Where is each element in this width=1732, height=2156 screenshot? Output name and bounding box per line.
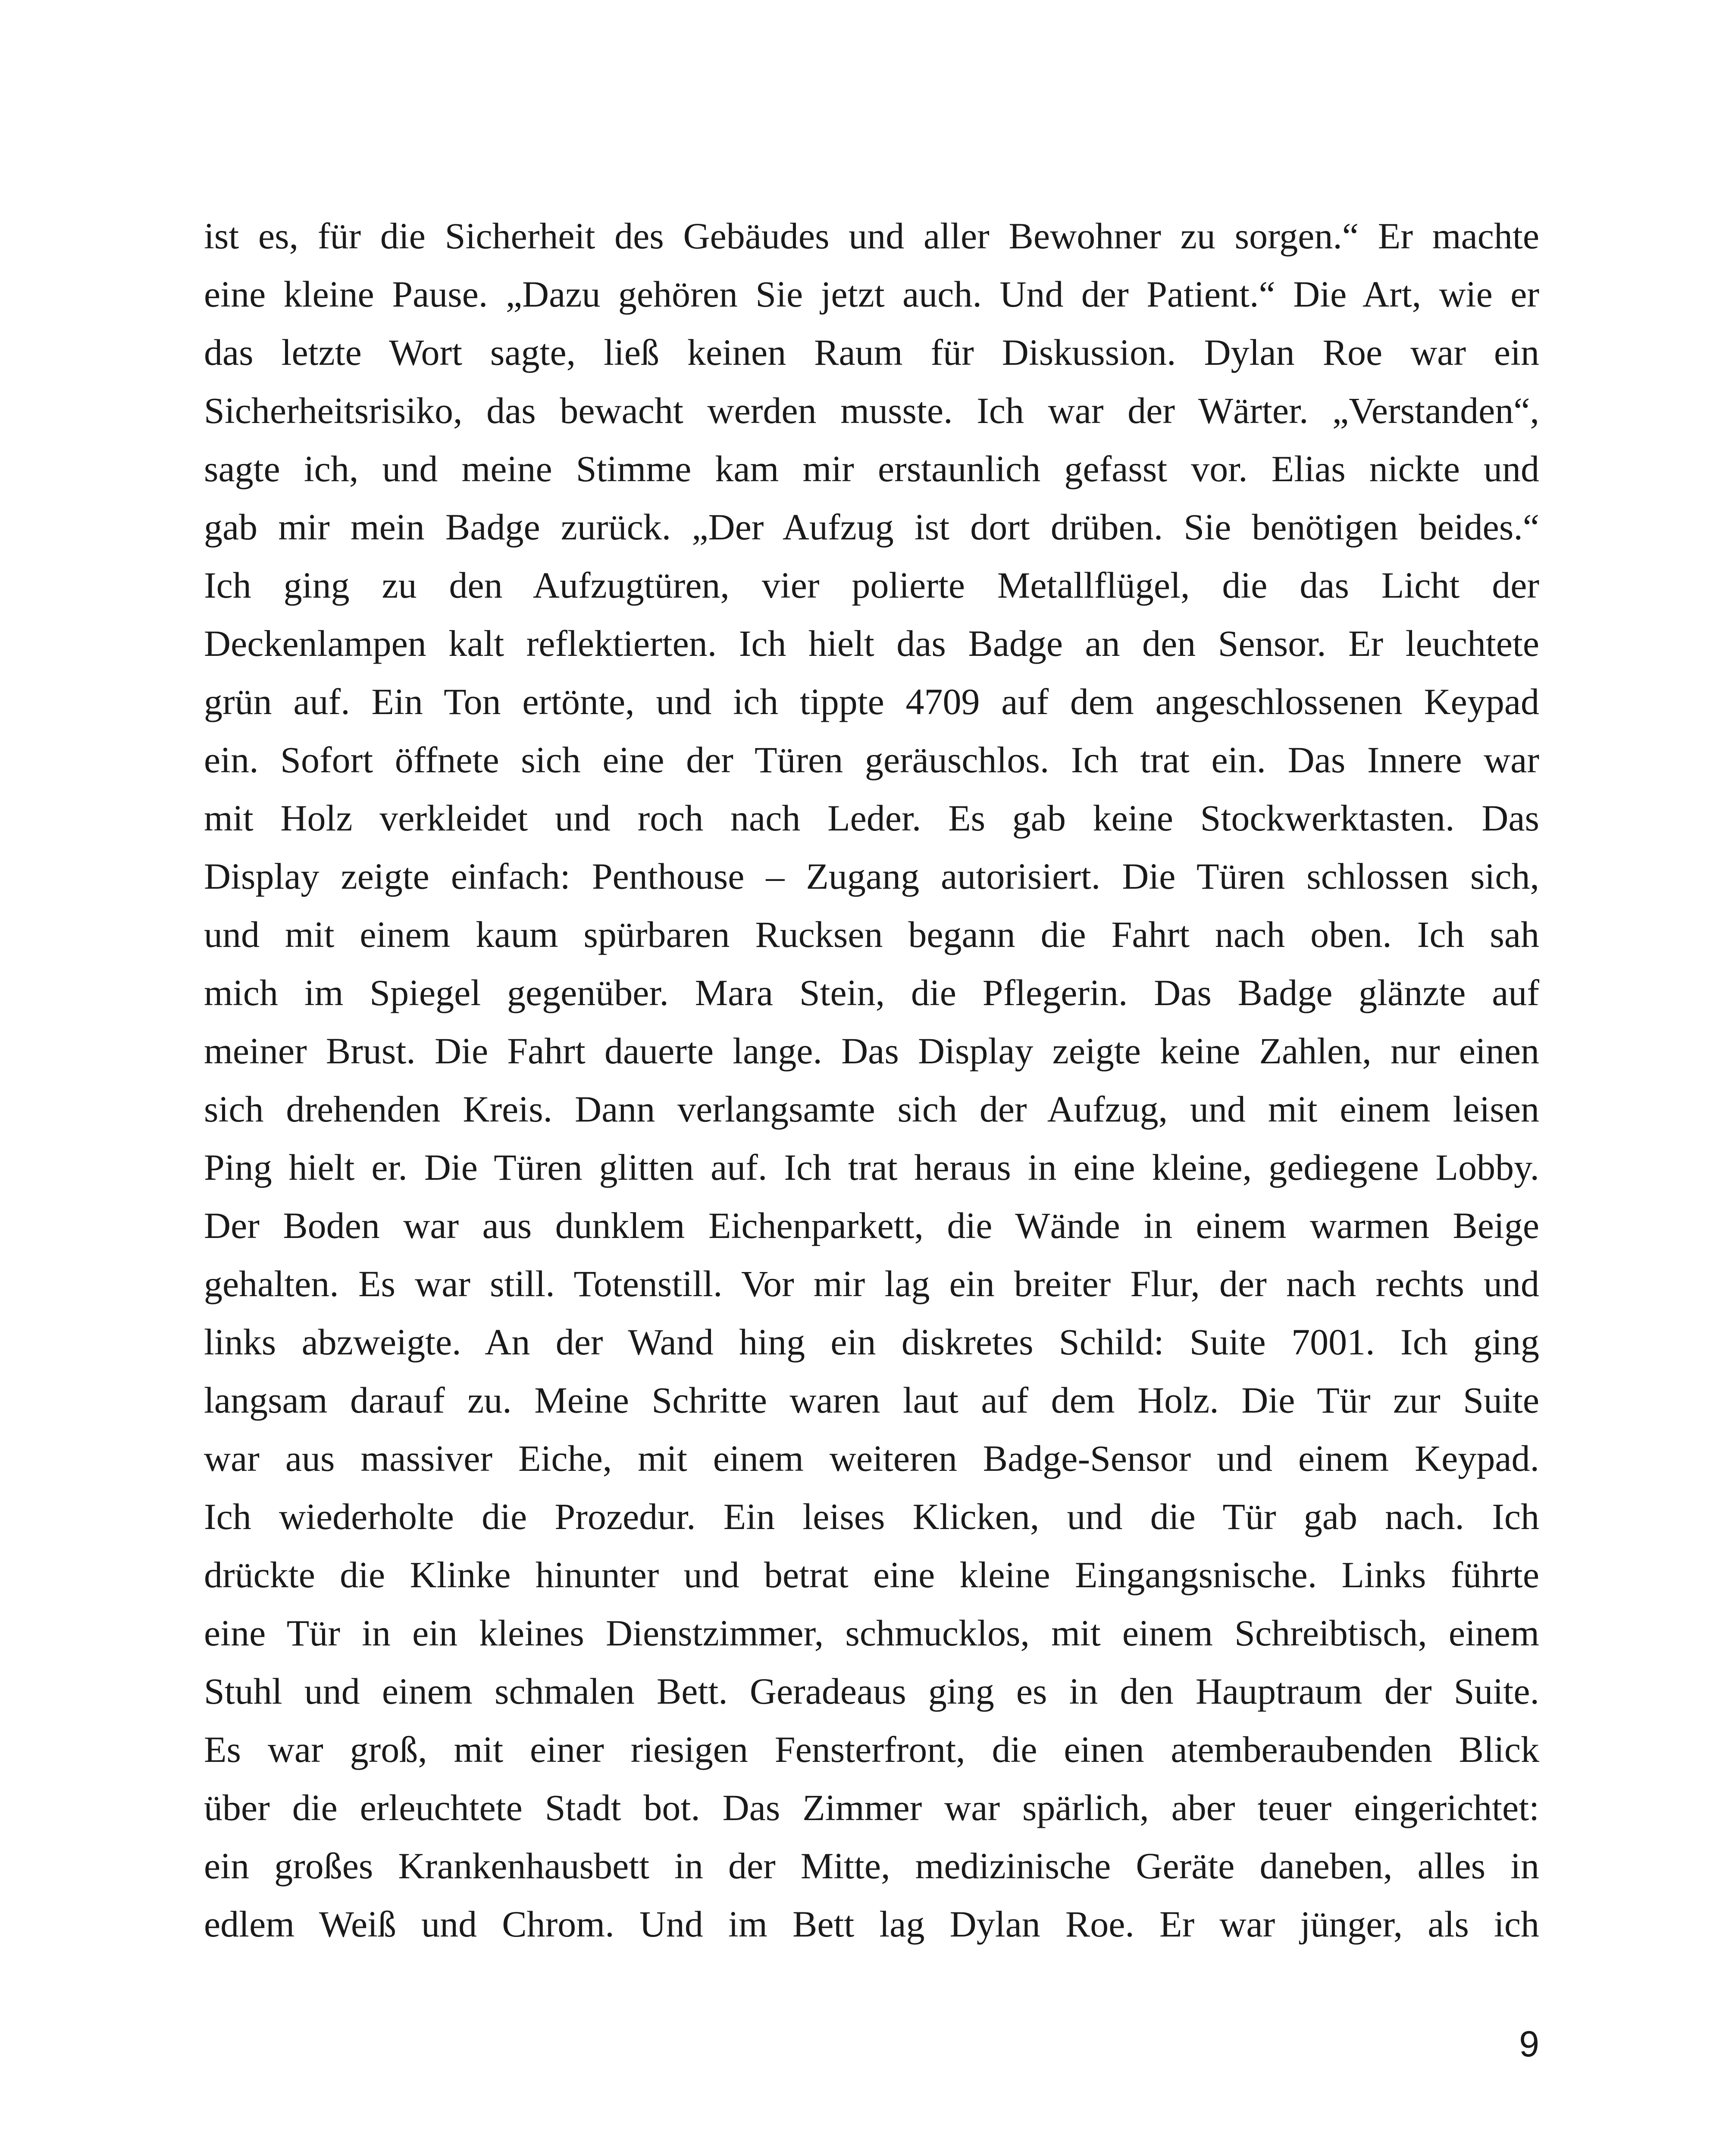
text-line: eine Tür in ein kleines Dienstzimmer, schmucklos, mit einem Schreibtisch, einem	[204, 1612, 1539, 1654]
text-line: gab mir mein Badge zurück. „Der Aufzug ist dort drüben. Sie benötigen beides.“	[204, 506, 1539, 548]
text-line: Ping hielt er. Die Türen glitten auf. Ich trat heraus in eine kleine, gediegene Lobby.	[204, 1147, 1539, 1188]
text-line: mich im Spiegel gegenüber. Mara Stein, die Pflegerin. Das Badge glänzte auf	[204, 972, 1539, 1013]
text-line: Der Boden war aus dunklem Eichenparkett, die Wände in einem warmen Beige	[204, 1205, 1539, 1246]
text-line: eine kleine Pause. „Dazu gehören Sie jetzt auch. Und der Patient.“ Die Art, wie er	[204, 273, 1539, 315]
text-line: Ich wiederholte die Prozedur. Ein leises Klicken, und die Tür gab nach. Ich	[204, 1496, 1539, 1537]
text-line: war aus massiver Eiche, mit einem weiteren Badge-Sensor und einem Keypad.	[204, 1438, 1539, 1479]
page-number: 9	[1519, 2024, 1539, 2064]
text-line: über die erleuchtete Stadt bot. Das Zimmer war spärlich, aber teuer eingerichtet:	[204, 1787, 1539, 1828]
text-line: Display zeigte einfach: Penthouse – Zugang autorisiert. Die Türen schlossen sich,	[204, 856, 1539, 897]
text-line: sagte ich, und meine Stimme kam mir erstaunlich gefasst vor. Elias nickte und	[204, 448, 1539, 489]
text-line: gehalten. Es war still. Totenstill. Vor mir lag ein breiter Flur, der nach rechts und	[204, 1263, 1539, 1304]
text-line: Ich ging zu den Aufzugtüren, vier polierte Metallflügel, die das Licht der	[204, 564, 1539, 606]
text-line: das letzte Wort sagte, ließ keinen Raum für Diskussion. Dylan Roe war ein	[204, 332, 1539, 373]
text-line: edlem Weiß und Chrom. Und im Bett lag Dylan Roe. Er war jünger, als ich	[204, 1903, 1539, 1945]
text-line: mit Holz verkleidet und roch nach Leder. Es gab keine Stockwerktasten. Das	[204, 797, 1539, 839]
text-line: ein. Sofort öffnete sich eine der Türen geräuschlos. Ich trat ein. Das Innere war	[204, 739, 1539, 780]
text-line: Stuhl und einem schmalen Bett. Geradeaus ging es in den Hauptraum der Suite.	[204, 1670, 1539, 1712]
text-line: links abzweigte. An der Wand hing ein diskretes Schild: Suite 7001. Ich ging	[204, 1321, 1539, 1363]
text-line: Deckenlampen kalt reflektierten. Ich hielt das Badge an den Sensor. Er leuchtete	[204, 623, 1539, 664]
text-line: sich drehenden Kreis. Dann verlangsamte sich der Aufzug, und mit einem leisen	[204, 1088, 1539, 1130]
body-text	[204, 207, 1539, 1953]
text-line: Es war groß, mit einer riesigen Fensterfront, die einen atemberaubenden Blick	[204, 1729, 1539, 1770]
text-line: Sicherheitsrisiko, das bewacht werden musste. Ich war der Wärter. „Verstanden“,	[204, 390, 1539, 431]
text-line: ist es, für die Sicherheit des Gebäudes und aller Bewohner zu sorgen.“ Er machte	[204, 215, 1539, 257]
text-line: meiner Brust. Die Fahrt dauerte lange. Das Display zeigte keine Zahlen, nur einen	[204, 1030, 1539, 1072]
text-line: drückte die Klinke hinunter und betrat eine kleine Eingangsnische. Links führte	[204, 1554, 1539, 1595]
text-line: langsam darauf zu. Meine Schritte waren laut auf dem Holz. Die Tür zur Suite	[204, 1379, 1539, 1421]
text-line: ein großes Krankenhausbett in der Mitte, medizinische Geräte daneben, alles in	[204, 1845, 1539, 1887]
text-line: grün auf. Ein Ton ertönte, und ich tippte 4709 auf dem angeschlossenen Keypad	[204, 681, 1539, 722]
text-line: und mit einem kaum spürbaren Rucksen begann die Fahrt nach oben. Ich sah	[204, 914, 1539, 955]
